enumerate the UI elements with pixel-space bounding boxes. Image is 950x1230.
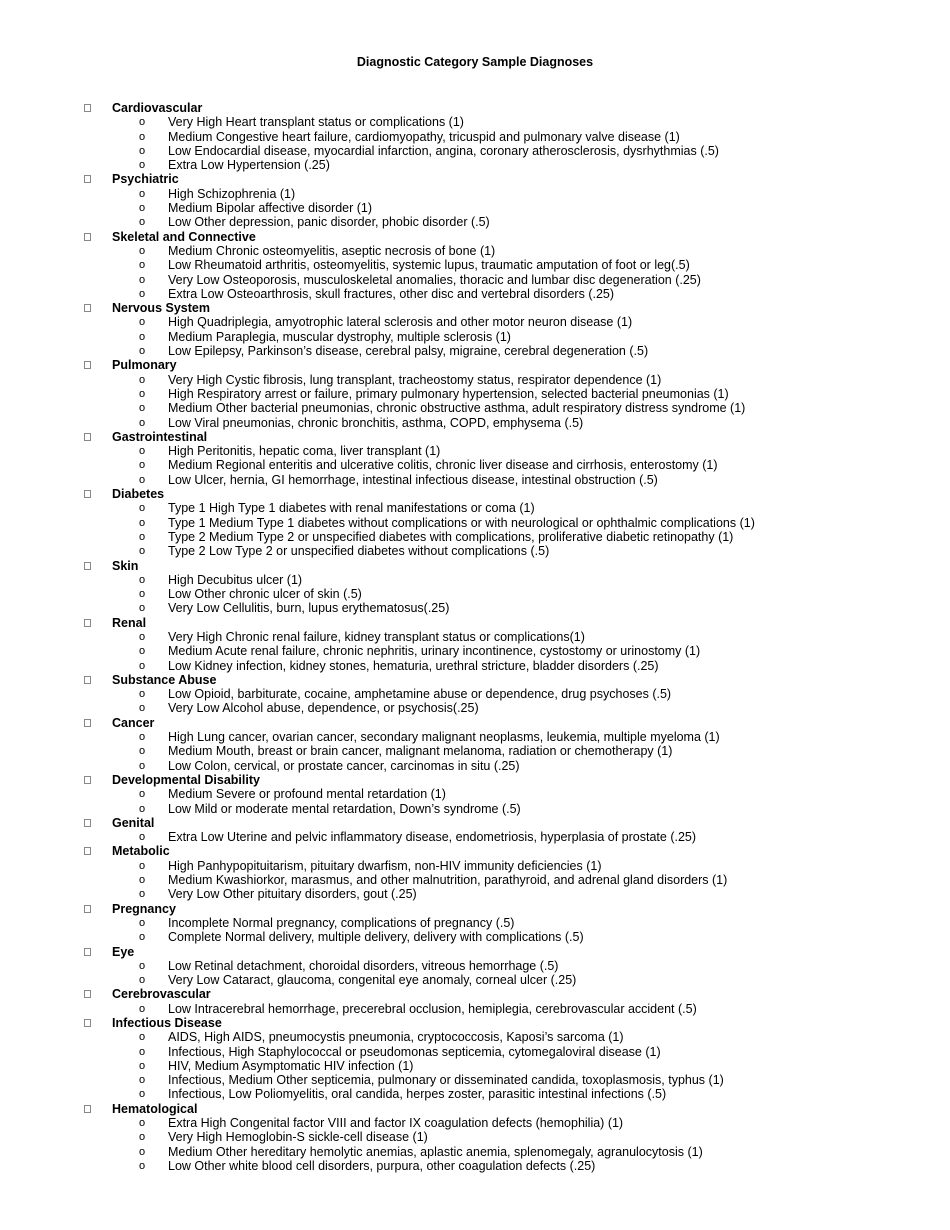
- category-label: Diabetes: [112, 487, 165, 502]
- diagnosis-text: High Lung cancer, ovarian cancer, secondary malignant neoplasms, leukemia, multiple myeloma (1): [168, 730, 720, 745]
- circle-bullet-icon: o: [139, 502, 146, 515]
- diagnosis-text: Very High Chronic renal failure, kidney transplant status or complications(1): [168, 629, 585, 644]
- diagnosis-list-item: [0, 759, 950, 773]
- diagnosis-list-item: [0, 887, 950, 901]
- circle-bullet-icon: o: [139, 316, 146, 329]
- circle-bullet-icon: o: [139, 416, 146, 429]
- category-heading: [0, 902, 950, 916]
- diagnosis-category-list: [0, 101, 950, 1173]
- circle-bullet-icon: o: [139, 1145, 146, 1158]
- diagnosis-list-item: [0, 916, 950, 930]
- square-bullet-icon: [84, 619, 91, 627]
- category-heading: [0, 844, 950, 858]
- circle-bullet-icon: o: [139, 545, 146, 558]
- diagnosis-list-item: [0, 530, 950, 544]
- diagnosis-text: Complete Normal delivery, multiple delivery, delivery with complications (.5): [168, 930, 584, 945]
- circle-bullet-icon: o: [139, 459, 146, 472]
- circle-bullet-icon: o: [139, 1059, 146, 1072]
- diagnosis-text: Medium Kwashiorkor, marasmus, and other malnutrition, parathyroid, and adrenal gland disorders (1): [168, 873, 728, 888]
- diagnosis-list-item: [0, 802, 950, 816]
- circle-bullet-icon: o: [139, 1159, 146, 1172]
- diagnosis-text: Very High Cystic fibrosis, lung transplant, tracheostomy status, respirator dependence (1): [168, 372, 662, 387]
- diagnosis-text: Low Ulcer, hernia, GI hemorrhage, intestinal infectious disease, intestinal obstruction (.5): [168, 472, 658, 487]
- circle-bullet-icon: o: [139, 831, 146, 844]
- diagnosis-list-item: [0, 587, 950, 601]
- diagnosis-text: Low Intracerebral hemorrhage, precerebral occlusion, hemiplegia, cerebrovascular accident (.5): [168, 1001, 697, 1016]
- category-label: Developmental Disability: [112, 772, 260, 787]
- circle-bullet-icon: o: [139, 1045, 146, 1058]
- diagnosis-list-item: [0, 387, 950, 401]
- diagnosis-list-item: [0, 1116, 950, 1130]
- diagnosis-text: HIV, Medium Asymptomatic HIV infection (1): [168, 1058, 414, 1073]
- circle-bullet-icon: o: [139, 888, 146, 901]
- square-bullet-icon: [84, 948, 91, 956]
- circle-bullet-icon: o: [139, 273, 146, 286]
- category-heading: [0, 987, 950, 1001]
- diagnosis-list-item: [0, 959, 950, 973]
- diagnosis-text: High Peritonitis, hepatic coma, liver transplant (1): [168, 444, 441, 459]
- circle-bullet-icon: o: [139, 1031, 146, 1044]
- diagnosis-list-item: [0, 701, 950, 715]
- diagnosis-list-item: [0, 659, 950, 673]
- diagnosis-list-item: [0, 973, 950, 987]
- circle-bullet-icon: o: [139, 688, 146, 701]
- diagnosis-list-item: [0, 830, 950, 844]
- circle-bullet-icon: o: [139, 1074, 146, 1087]
- circle-bullet-icon: o: [139, 702, 146, 715]
- circle-bullet-icon: o: [139, 516, 146, 529]
- circle-bullet-icon: o: [139, 759, 146, 772]
- circle-bullet-icon: o: [139, 144, 146, 157]
- diagnosis-list-item: [0, 1073, 950, 1087]
- circle-bullet-icon: o: [139, 330, 146, 343]
- diagnosis-list-item: [0, 1002, 950, 1016]
- diagnosis-text: Low Epilepsy, Parkinson’s disease, cerebral palsy, migraine, cerebral degeneration (.5): [168, 344, 649, 359]
- circle-bullet-icon: o: [139, 788, 146, 801]
- category-label: Pulmonary: [112, 358, 177, 373]
- diagnosis-text: Extra Low Hypertension (.25): [168, 158, 330, 173]
- category-heading: [0, 773, 950, 787]
- category-heading: [0, 301, 950, 315]
- diagnosis-list-item: [0, 601, 950, 615]
- category-label: Substance Abuse: [112, 672, 217, 687]
- diagnosis-list-item: [0, 373, 950, 387]
- circle-bullet-icon: o: [139, 731, 146, 744]
- diagnosis-text: Low Opioid, barbiturate, cocaine, amphetamine abuse or dependence, drug psychoses (.5): [168, 687, 672, 702]
- diagnosis-text: Low Colon, cervical, or prostate cancer, carcinomas in situ (.25): [168, 758, 520, 773]
- category-label: Skin: [112, 558, 139, 573]
- diagnosis-text: Medium Severe or profound mental retardation (1): [168, 787, 446, 802]
- diagnosis-list-item: [0, 201, 950, 215]
- square-bullet-icon: [84, 104, 91, 112]
- square-bullet-icon: [84, 490, 91, 498]
- square-bullet-icon: [84, 1019, 91, 1027]
- diagnosis-text: High Decubitus ulcer (1): [168, 572, 303, 587]
- diagnosis-text: Medium Acute renal failure, chronic nephritis, urinary incontinence, cystostomy or urinostomy (1): [168, 644, 701, 659]
- diagnosis-text: Low Other depression, panic disorder, phobic disorder (.5): [168, 215, 490, 230]
- diagnosis-text: Very High Hemoglobin-S sickle-cell disease (1): [168, 1130, 428, 1145]
- diagnosis-list-item: [0, 930, 950, 944]
- diagnosis-list-item: [0, 344, 950, 358]
- diagnosis-list-item: [0, 473, 950, 487]
- category-label: Genital: [112, 815, 155, 830]
- category-label: Cardiovascular: [112, 101, 203, 115]
- circle-bullet-icon: o: [139, 1117, 146, 1130]
- circle-bullet-icon: o: [139, 602, 146, 615]
- circle-bullet-icon: o: [139, 473, 146, 486]
- diagnosis-text: Extra Low Uterine and pelvic inflammatory disease, endometriosis, hyperplasia of prostate (.25): [168, 830, 697, 845]
- category-heading: [0, 716, 950, 730]
- diagnosis-text: Type 1 High Type 1 diabetes with renal manifestations or coma (1): [168, 501, 535, 516]
- category-heading: [0, 230, 950, 244]
- diagnosis-text: Extra Low Osteoarthrosis, skull fractures, other disc and vertebral disorders (.25): [168, 286, 615, 301]
- circle-bullet-icon: o: [139, 916, 146, 929]
- circle-bullet-icon: o: [139, 859, 146, 872]
- diagnosis-list-item: [0, 130, 950, 144]
- diagnosis-text: Incomplete Normal pregnancy, complications of pregnancy (.5): [168, 915, 515, 930]
- diagnosis-text: Low Other chronic ulcer of skin (.5): [168, 587, 362, 602]
- diagnosis-text: Medium Chronic osteomyelitis, aseptic necrosis of bone (1): [168, 243, 496, 258]
- square-bullet-icon: [84, 776, 91, 784]
- diagnosis-text: High Panhypopituitarism, pituitary dwarfism, non-HIV immunity deficiencies (1): [168, 858, 602, 873]
- circle-bullet-icon: o: [139, 244, 146, 257]
- diagnosis-list-item: [0, 1030, 950, 1044]
- diagnosis-list-item: [0, 330, 950, 344]
- circle-bullet-icon: o: [139, 530, 146, 543]
- diagnosis-text: Very Low Other pituitary disorders, gout (.25): [168, 887, 417, 902]
- circle-bullet-icon: o: [139, 130, 146, 143]
- circle-bullet-icon: o: [139, 931, 146, 944]
- diagnosis-list-item: [0, 744, 950, 758]
- diagnosis-list-item: [0, 630, 950, 644]
- diagnosis-text: Low Rheumatoid arthritis, osteomyelitis, systemic lupus, traumatic amputation of foot or leg(.5): [168, 258, 690, 273]
- diagnosis-text: Medium Paraplegia, muscular dystrophy, multiple sclerosis (1): [168, 329, 511, 344]
- circle-bullet-icon: o: [139, 588, 146, 601]
- circle-bullet-icon: o: [139, 159, 146, 172]
- diagnosis-text: Low Kidney infection, kidney stones, hematuria, urethral stricture, bladder disorders (.25): [168, 658, 659, 673]
- diagnosis-list-item: [0, 1145, 950, 1159]
- diagnosis-list-item: [0, 573, 950, 587]
- category-label: Renal: [112, 615, 147, 630]
- category-heading: [0, 816, 950, 830]
- category-heading: [0, 616, 950, 630]
- diagnosis-list-item: [0, 401, 950, 415]
- diagnosis-list-item: [0, 144, 950, 158]
- category-heading: [0, 673, 950, 687]
- diagnosis-list-item: [0, 873, 950, 887]
- square-bullet-icon: [84, 905, 91, 913]
- circle-bullet-icon: o: [139, 1002, 146, 1015]
- circle-bullet-icon: o: [139, 402, 146, 415]
- square-bullet-icon: [84, 719, 91, 727]
- category-label: Metabolic: [112, 844, 170, 859]
- circle-bullet-icon: o: [139, 387, 146, 400]
- diagnosis-list-item: [0, 1087, 950, 1101]
- diagnosis-text: Extra High Congenital factor VIII and factor IX coagulation defects (hemophilia) (1): [168, 1116, 624, 1131]
- circle-bullet-icon: o: [139, 202, 146, 215]
- category-heading: [0, 945, 950, 959]
- diagnosis-text: Infectious, Medium Other septicemia, pulmonary or disseminated candida, toxoplasmosis, typhus (1): [168, 1073, 724, 1088]
- diagnosis-list-item: [0, 544, 950, 558]
- category-label: Hematological: [112, 1101, 198, 1116]
- diagnosis-text: High Schizophrenia (1): [168, 186, 296, 201]
- diagnosis-list-item: [0, 1059, 950, 1073]
- circle-bullet-icon: o: [139, 116, 146, 129]
- diagnosis-list-item: [0, 287, 950, 301]
- diagnosis-list-item: [0, 444, 950, 458]
- diagnosis-text: Very High Heart transplant status or complications (1): [168, 115, 464, 130]
- category-heading: [0, 101, 950, 115]
- diagnosis-text: Very Low Cellulitis, burn, lupus erythematosus(.25): [168, 601, 450, 616]
- diagnosis-text: Medium Other bacterial pneumonias, chronic obstructive asthma, adult respiratory distress syndrome (1): [168, 401, 746, 416]
- category-heading: [0, 358, 950, 372]
- category-label: Psychiatric: [112, 172, 179, 187]
- diagnosis-text: Infectious, Low Poliomyelitis, oral candida, herpes zoster, parasitic intestinal infections (.5): [168, 1087, 667, 1102]
- square-bullet-icon: [84, 1105, 91, 1113]
- circle-bullet-icon: o: [139, 745, 146, 758]
- diagnosis-list-item: [0, 1045, 950, 1059]
- category-label: Cerebrovascular: [112, 987, 211, 1002]
- square-bullet-icon: [84, 562, 91, 570]
- square-bullet-icon: [84, 676, 91, 684]
- diagnosis-text: Low Other white blood cell disorders, purpura, other coagulation defects (.25): [168, 1158, 596, 1173]
- diagnosis-text: Low Viral pneumonias, chronic bronchitis, asthma, COPD, emphysema (.5): [168, 415, 584, 430]
- diagnosis-text: High Respiratory arrest or failure, primary pulmonary hypertension, selected bacterial pneumonias (1): [168, 386, 729, 401]
- page-title: Diagnostic Category Sample Diagnoses: [356, 55, 594, 69]
- diagnosis-list-item: [0, 787, 950, 801]
- circle-bullet-icon: o: [139, 1131, 146, 1144]
- diagnosis-list-item: [0, 730, 950, 744]
- diagnosis-text: Medium Other hereditary hemolytic anemias, aplastic anemia, splenomegaly, agranulocytosis (1): [168, 1144, 703, 1159]
- category-label: Cancer: [112, 715, 155, 730]
- category-label: Skeletal and Connective: [112, 229, 256, 244]
- diagnosis-text: Low Endocardial disease, myocardial infarction, angina, coronary atherosclerosis, dysrhythmias (.5): [168, 143, 719, 158]
- diagnosis-text: Medium Mouth, breast or brain cancer, malignant melanoma, radiation or chemotherapy (1): [168, 744, 673, 759]
- circle-bullet-icon: o: [139, 874, 146, 887]
- circle-bullet-icon: o: [139, 187, 146, 200]
- diagnosis-list-item: [0, 458, 950, 472]
- square-bullet-icon: [84, 433, 91, 441]
- square-bullet-icon: [84, 819, 91, 827]
- diagnosis-text: Very Low Alcohol abuse, dependence, or psychosis(.25): [168, 701, 479, 716]
- diagnosis-list-item: [0, 244, 950, 258]
- circle-bullet-icon: o: [139, 802, 146, 815]
- diagnosis-list-item: [0, 215, 950, 229]
- square-bullet-icon: [84, 304, 91, 312]
- diagnosis-text: Type 2 Low Type 2 or unspecified diabetes without complications (.5): [168, 544, 550, 559]
- diagnosis-list-item: [0, 859, 950, 873]
- square-bullet-icon: [84, 990, 91, 998]
- circle-bullet-icon: o: [139, 373, 146, 386]
- diagnosis-list-item: [0, 416, 950, 430]
- circle-bullet-icon: o: [139, 445, 146, 458]
- circle-bullet-icon: o: [139, 573, 146, 586]
- circle-bullet-icon: o: [139, 259, 146, 272]
- diagnosis-text: AIDS, High AIDS, pneumocystis pneumonia, cryptococcosis, Kaposi’s sarcoma (1): [168, 1030, 624, 1045]
- category-label: Infectious Disease: [112, 1016, 222, 1030]
- diagnosis-list-item: [0, 1159, 950, 1173]
- diagnosis-text: Type 1 Medium Type 1 diabetes without complications or with neurological or ophthalmic complications (1): [168, 515, 755, 530]
- category-heading: [0, 1016, 950, 1030]
- diagnosis-list-item: [0, 1130, 950, 1144]
- diagnosis-list-item: [0, 644, 950, 658]
- diagnosis-text: Infectious, High Staphylococcal or pseudomonas septicemia, cytomegaloviral disease (1): [168, 1044, 661, 1059]
- category-heading: [0, 559, 950, 573]
- circle-bullet-icon: o: [139, 630, 146, 643]
- diagnosis-text: High Quadriplegia, amyotrophic lateral sclerosis and other motor neuron disease (1): [168, 315, 633, 330]
- diagnosis-list-item: [0, 315, 950, 329]
- diagnosis-text: Very Low Cataract, glaucoma, congenital eye anomaly, corneal ulcer (.25): [168, 973, 577, 988]
- diagnosis-list-item: [0, 158, 950, 172]
- diagnosis-list-item: [0, 258, 950, 272]
- circle-bullet-icon: o: [139, 216, 146, 229]
- diagnosis-text: Medium Bipolar affective disorder (1): [168, 201, 373, 216]
- diagnosis-text: Low Retinal detachment, choroidal disorders, vitreous hemorrhage (.5): [168, 958, 559, 973]
- square-bullet-icon: [84, 847, 91, 855]
- circle-bullet-icon: o: [139, 1088, 146, 1101]
- diagnosis-list-item: [0, 187, 950, 201]
- category-heading: [0, 430, 950, 444]
- diagnosis-list-item: [0, 687, 950, 701]
- circle-bullet-icon: o: [139, 287, 146, 300]
- diagnosis-list-item: [0, 115, 950, 129]
- diagnosis-list-item: [0, 273, 950, 287]
- circle-bullet-icon: o: [139, 974, 146, 987]
- square-bullet-icon: [84, 361, 91, 369]
- category-label: Pregnancy: [112, 901, 176, 916]
- diagnosis-text: Low Mild or moderate mental retardation, Down’s syndrome (.5): [168, 801, 521, 816]
- diagnosis-list-item: [0, 516, 950, 530]
- diagnosis-text: Type 2 Medium Type 2 or unspecified diabetes with complications, proliferative diabetic retinopathy (1): [168, 529, 734, 544]
- diagnosis-text: Very Low Osteoporosis, musculoskeletal anomalies, thoracic and lumbar disc degeneration (.25): [168, 272, 701, 287]
- category-label: Eye: [112, 944, 135, 959]
- category-heading: [0, 487, 950, 501]
- diagnosis-text: Medium Regional enteritis and ulcerative colitis, chronic liver disease and cirrhosis, enterostomy (1): [168, 458, 718, 473]
- category-heading: [0, 172, 950, 186]
- square-bullet-icon: [84, 233, 91, 241]
- category-label: Gastrointestinal: [112, 429, 208, 444]
- diagnosis-list-item: [0, 501, 950, 515]
- square-bullet-icon: [84, 175, 91, 183]
- circle-bullet-icon: o: [139, 345, 146, 358]
- circle-bullet-icon: o: [139, 645, 146, 658]
- circle-bullet-icon: o: [139, 959, 146, 972]
- diagnosis-text: Medium Congestive heart failure, cardiomyopathy, tricuspid and pulmonary valve disease (1): [168, 129, 680, 144]
- category-heading: [0, 1102, 950, 1116]
- circle-bullet-icon: o: [139, 659, 146, 672]
- category-label: Nervous System: [112, 301, 210, 316]
